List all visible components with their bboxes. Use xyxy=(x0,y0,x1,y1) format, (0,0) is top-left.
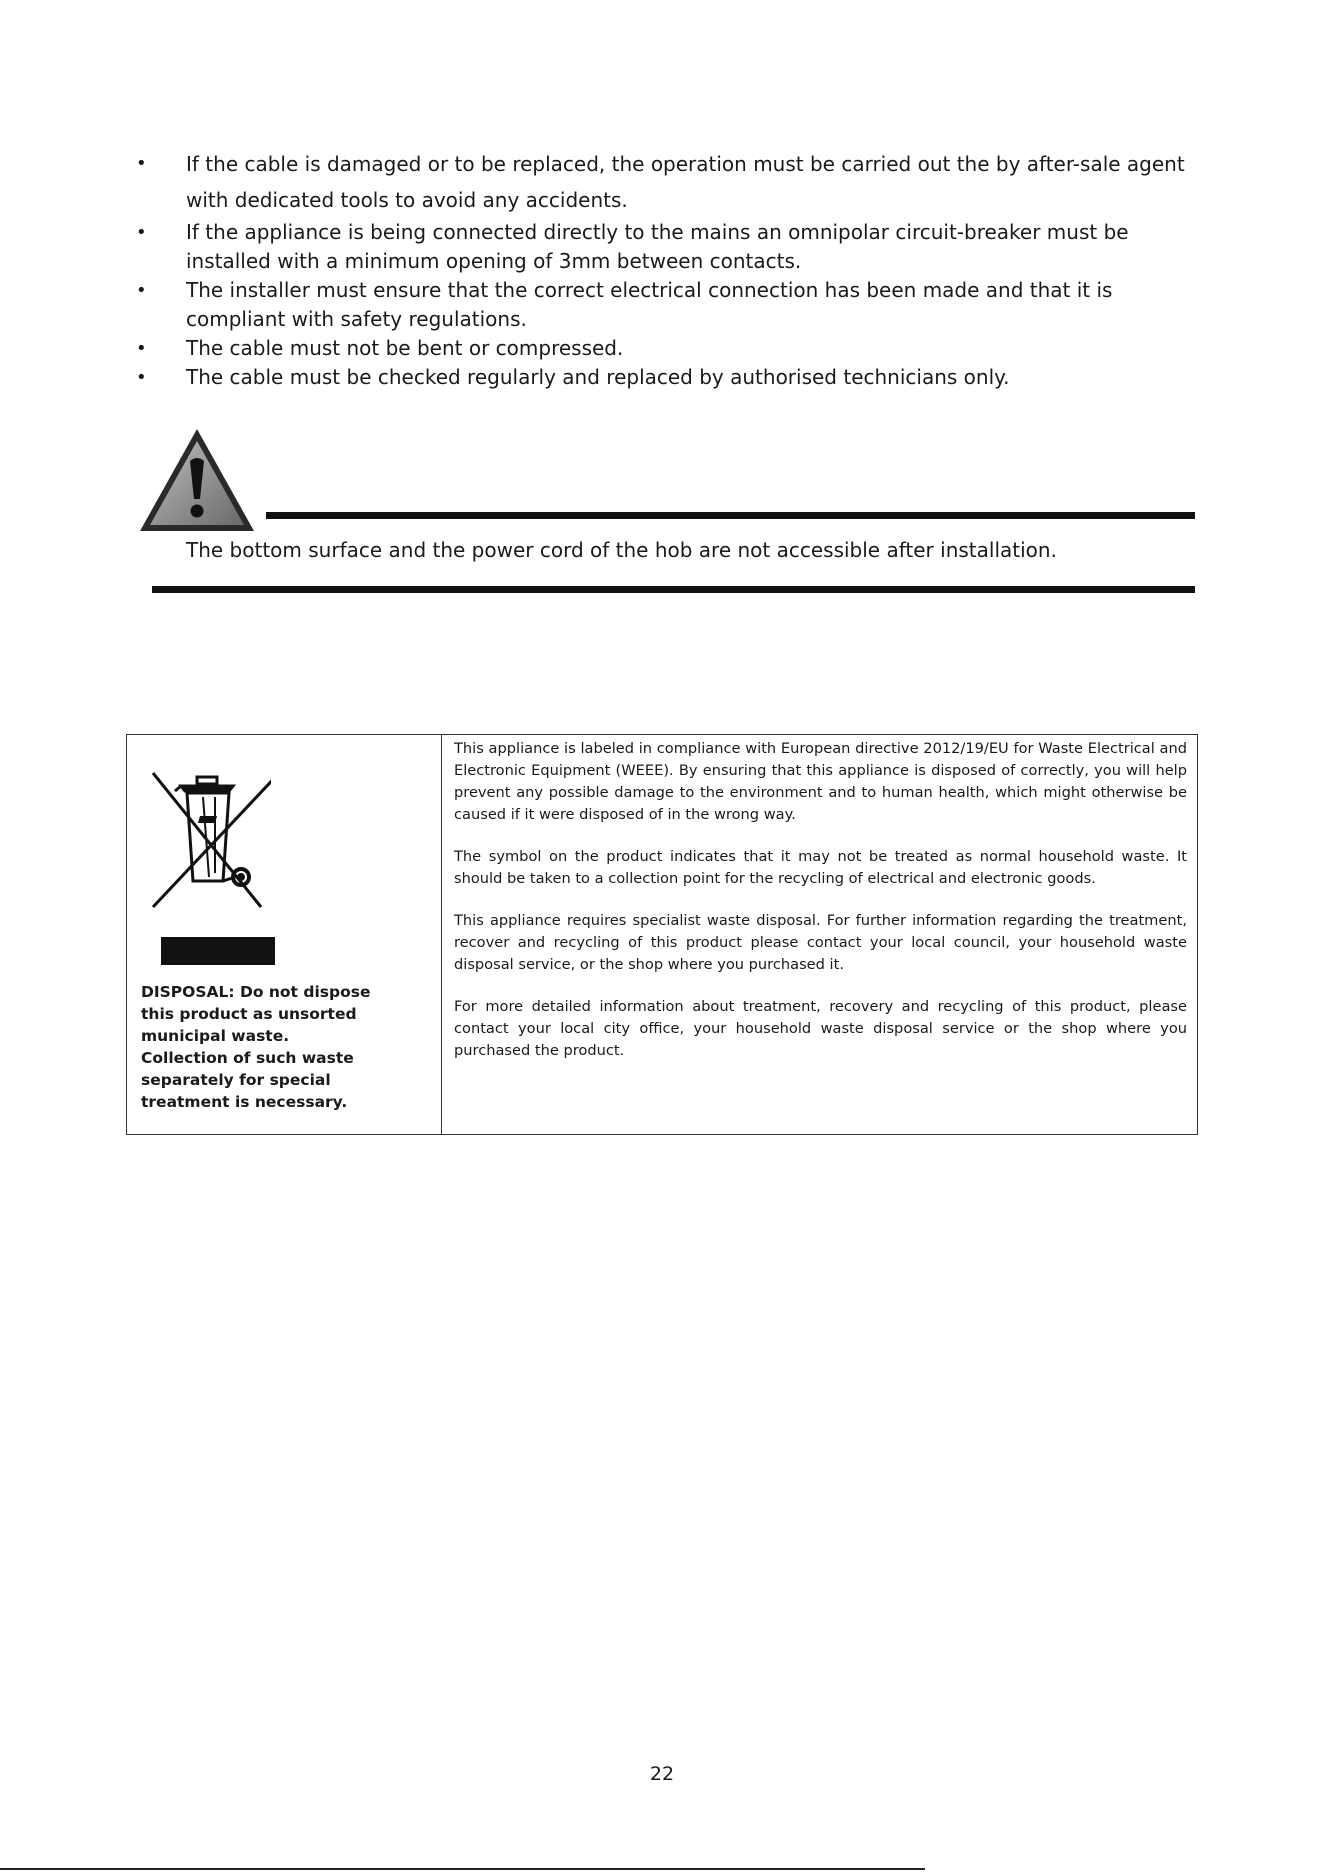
disposal-left-cell xyxy=(127,735,442,1134)
specialist-paragraph: This appliance requires specialist waste disposal. For further information regarding the treatment, recover and recycling of this product please contact your local council, your household waste disposal service, or the shop where you purchased it. xyxy=(454,912,1187,973)
disposal-right-cell xyxy=(442,735,1197,1134)
bullet-text: The installer must ensure that the correct electrical connection has been made and that it is compliant with safety regulations. xyxy=(186,278,1113,331)
bullet-text: The cable must not be bent or compressed. xyxy=(186,336,624,360)
warning-rule-top xyxy=(266,512,1195,519)
bullet-dot: • xyxy=(136,153,147,174)
bullet-dot: • xyxy=(136,280,147,301)
bullet-text: The cable must be checked regularly and replaced by authorised technicians only. xyxy=(186,365,1010,389)
bullet-list xyxy=(136,146,1216,392)
list-item xyxy=(136,146,1216,218)
crossed-out-wheelie-bin-icon xyxy=(145,761,271,911)
list-item xyxy=(136,363,1216,392)
black-bar xyxy=(161,937,275,965)
page-number: 22 xyxy=(649,1763,675,1785)
list-item xyxy=(136,276,1216,334)
bullet-text: If the appliance is being connected directly to the mains an omnipolar circuit-breaker must be installed with a minimum opening of 3mm between contacts. xyxy=(186,220,1129,273)
bullet-dot: • xyxy=(136,338,147,359)
list-item xyxy=(136,334,1216,363)
disposal-note: DISPOSAL: Do not dispose this product as unsorted municipal waste. Collection of such waste separately for special treatment is necessary. xyxy=(141,983,371,1111)
list-item xyxy=(136,218,1216,276)
bullet-text: If the cable is damaged or to be replaced, the operation must be carried out the by after-sale agent with dedicated tools to avoid any accidents. xyxy=(186,152,1185,212)
more-info-paragraph: For more detailed information about treatment, recovery and recycling of this product, please contact your local city office, your household waste disposal service or the shop where you purchased the product. xyxy=(454,998,1187,1059)
footer-line xyxy=(0,1868,925,1870)
warning-text: The bottom surface and the power cord of the hob are not accessible after installation. xyxy=(186,538,1057,562)
bullet-dot: • xyxy=(136,367,147,388)
disposal-table xyxy=(126,734,1198,1135)
warning-triangle-icon xyxy=(138,427,256,535)
symbol-paragraph: The symbol on the product indicates that it may not be treated as normal household waste. It should be taken to a collection point for the recycling of electrical and electronic goods. xyxy=(454,848,1187,887)
bullet-dot: • xyxy=(136,222,147,243)
weee-paragraph: This appliance is labeled in compliance with European directive 2012/19/EU for Waste Electrical and Electronic Equipment (WEEE). By ensuring that this appliance is disposed of correctly, you will help prevent any possible damage to the environment and to human health, which might otherwise be caused if it were disposed of in the wrong way. xyxy=(454,740,1187,823)
warning-rule-bottom xyxy=(152,586,1195,593)
